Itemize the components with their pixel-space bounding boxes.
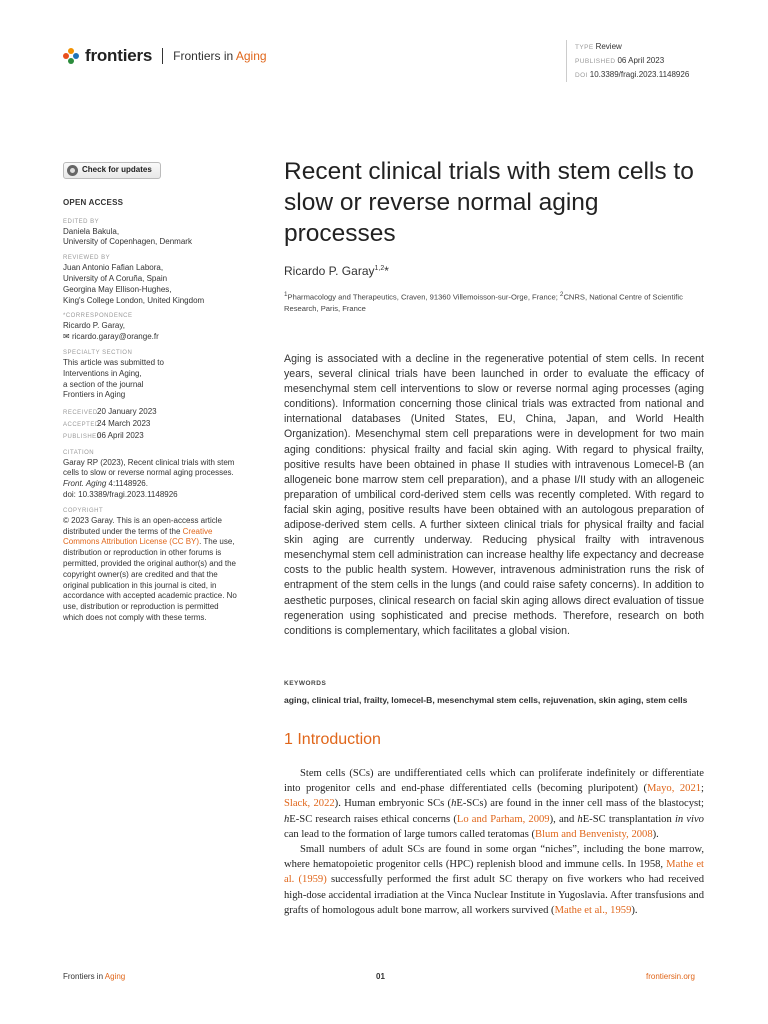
email-icon: ✉: [63, 332, 70, 342]
ref-link[interactable]: Mathe et al. (1959): [284, 859, 704, 886]
meta-type: TYPE Review: [575, 42, 622, 51]
update-icon: [67, 165, 78, 176]
footer-journal: Frontiers in Aging: [63, 972, 126, 981]
article-title: Recent clinical trials with stem cells to slow or reverse normal aging processes: [284, 158, 694, 247]
open-access-label: OPEN ACCESS: [63, 197, 124, 207]
meta-published: PUBLISHED 06 April 2023: [575, 56, 665, 65]
sidebar: [63, 162, 238, 624]
date-published: PUBLISHED06 April 2023: [63, 430, 144, 440]
reviewed-by: Juan Antonio Fafian Labora, University of A Coruña, Spain Georgina May Ellison-Hughes, King's College London, United Kingdom: [63, 263, 205, 305]
date-accepted: ACCEPTED24 March 2023: [63, 418, 151, 428]
introduction-body: [284, 766, 704, 918]
correspondence-email[interactable]: ✉ ricardo.garay@orange.fr: [63, 332, 159, 342]
edited-by: Daniela Bakula, University of Copenhagen, Denmark: [63, 226, 192, 247]
paragraph-2: Small numbers of adult SCs are found in some organ “niches”, including the bone marrow, where hematopoietic progenitor cells (HPC) replenish blood and immune cells. In 1958, Mathe et al. (1959) successfully performed the first adult SC therapy on five workers who had received high-dose accidental irradiation at the Vinca Nuclear Institute in Yugoslavia. After transfusions and grafts of homologous adult bone marrow, all workers survived (Mathe et al., 1959).: [284, 844, 705, 916]
frontiers-logo[interactable]: [63, 46, 267, 66]
date-received: RECEIVED20 January 2023: [63, 407, 157, 417]
dates: [63, 407, 238, 442]
citation-label: CITATION: [63, 449, 95, 456]
brand-name: frontiers: [85, 46, 153, 65]
citation: Garay RP (2023), Recent clinical trials with stem cells to slow or reverse normal aging processes. Front. Aging 4:1148926. doi: 10.3389/fragi.2023.1148926: [63, 457, 235, 499]
paragraph-1: Stem cells (SCs) are undifferentiated cells which can proliferate indefinitely or differentiate into progenitor cells and end-phase differentiated cells (becoming pluripotent) (Mayo, 2021; Slack, 2022). Human embryonic SCs (hE-SCs) are found in the inner cell mass of the blastocyst; hE-SC research raises ethical concerns (Lo and Parham, 2009), and hE-SC transplantation in vivo can lead to the formation of large tumors called teratomas (Blum and Benvenisty, 2008).: [284, 768, 705, 840]
footer-site-link[interactable]: frontiersin.org: [646, 972, 695, 981]
cc-by-link[interactable]: Creative Commons Attribution License (CC BY): [63, 526, 213, 547]
frontiers-logo-icon: [63, 48, 79, 64]
section-heading-introduction: 1 Introduction: [284, 731, 381, 748]
article-meta: [566, 40, 689, 82]
specialty-section: This article was submitted to Interventions in Aging, a section of the journal Frontiers in Aging: [63, 357, 164, 400]
ref-link[interactable]: Blum and Benvenisty, 2008: [535, 828, 653, 840]
ref-link[interactable]: Lo and Parham, 2009: [456, 813, 550, 825]
edited-by-label: EDITED BY: [63, 218, 100, 225]
logo-divider: [162, 48, 163, 64]
copyright: © 2023 Garay. This is an open-access article distributed under the terms of the Creative Commons Attribution License (CC BY). The use, distribution or reproduction in other forums is permitted, provided the original author(s) and the copyright owner(s) are credited and that the original publication in this journal is cited, in accordance with accepted academic practice. No use, distribution or reproduction is permitted which does not comply with these terms.: [63, 515, 237, 622]
correspondence-label: *CORRESPONDENCE: [63, 313, 133, 320]
copyright-label: COPYRIGHT: [63, 507, 104, 514]
keywords: aging, clinical trial, frailty, lomecel-B, mesenchymal stem cells, rejuvenation, skin aging, stem cells: [284, 695, 688, 705]
ref-link[interactable]: Mayo, 2021: [646, 783, 702, 795]
author-line: Ricardo P. Garay$^{1,2}$*: [284, 264, 389, 278]
ref-link[interactable]: Mathe et al., 1959: [554, 904, 632, 916]
page-number: 01: [376, 972, 385, 981]
keywords-label: KEYWORDS: [284, 680, 327, 687]
check-for-updates-button[interactable]: Check for updates: [63, 162, 161, 179]
journal-name: Frontiers in Aging: [173, 49, 267, 63]
ref-link[interactable]: Slack, 2022: [284, 798, 335, 810]
meta-doi: DOI 10.3389/fragi.2023.1148926: [575, 70, 690, 79]
abstract: Aging is associated with a decline in the regenerative potential of stem cells. In recent years, several clinical trials have been launched in order to evaluate the efficacy of mesenchymal stem cell interventions to slow or reverse normal aging processes (aging conditions). Information concerning those clinical trials was extracted from national and international databases (United States, EU, China, Japan, and World Health Organization). Mesenchymal stem cell preparations were in development for two main aging conditions: physical frailty and facial skin aging. With regard to physical frailty, positive results have been obtained in phase II studies with intravenous Lomecel-B (an allogeneic bone marrow stem cell preparation), and a phase I/II study with an allogeneic preparation of umbilical cord-derived stem cells was recently completed. With regard to facial skin aging, positive results have been obtained with an autologous preparation of adipose-derived stem cells. A further sixteen clinical trials for physical frailty and facial skin aging are currently underway. Reducing physical frailty with intravenous mesenchymal stem cell administration can increase healthy life expectancy and decrease costs to the public health system. However, intravenous administration runs the risk of entrapment of the stem cells in the lungs (and could raise safety concerns). In addition to aesthetic purposes, clinical research on facial skin aging allows direct evaluation of tissue regeneration using sophisticated and precise methods. Therefore, research on both conditions is complementary, which facilitates a global vision.: [284, 353, 704, 637]
correspondence-name: Ricardo P. Garay,: [63, 321, 125, 331]
affiliations: $^1$Pharmacology and Therapeutics, Craven, 91360 Villemoisson-sur-Orge, France; $^2$CNRS, National Centre of Scientific Research, Paris, France: [284, 291, 683, 313]
specialty-label: SPECIALTY SECTION: [63, 349, 133, 356]
reviewed-by-label: REVIEWED BY: [63, 255, 111, 262]
